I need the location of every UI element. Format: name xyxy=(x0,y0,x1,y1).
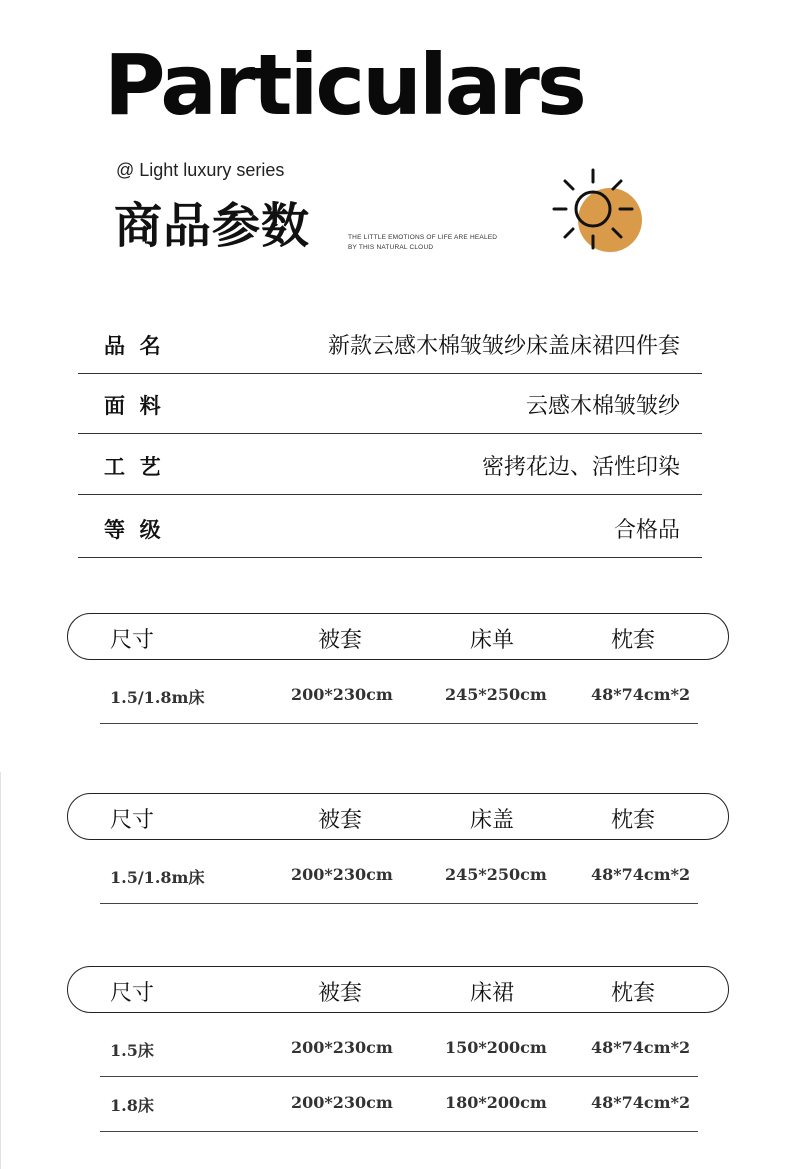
header-cell: 尺寸 xyxy=(110,808,155,833)
table-row xyxy=(100,669,698,724)
tagline-line-1: THE LITTLE EMOTIONS OF LIFE ARE HEALED xyxy=(348,234,498,241)
table-cell: 200*230cm xyxy=(291,865,393,884)
table-cell: 200*230cm xyxy=(291,685,393,704)
header-cell: 枕套 xyxy=(611,808,656,833)
size-table-header xyxy=(67,966,729,1013)
size-table-header xyxy=(67,613,729,660)
product-params-heading: 商品参数 xyxy=(114,198,311,254)
table-cell: 48*74cm*2 xyxy=(591,1038,691,1057)
sun-icon xyxy=(548,165,648,260)
table-cell: 1.5/1.8m床 xyxy=(110,688,205,707)
page-title: Particulars xyxy=(104,36,584,134)
table-cell: 48*74cm*2 xyxy=(591,865,691,884)
header-cell: 被套 xyxy=(318,808,363,833)
header-cell: 尺寸 xyxy=(110,981,155,1006)
attr-row-name xyxy=(78,313,702,374)
table-row xyxy=(100,1022,698,1077)
size-table-header xyxy=(67,793,729,840)
table-cell: 48*74cm*2 xyxy=(591,1093,691,1112)
attr-row-fabric xyxy=(78,373,702,434)
header-cell: 被套 xyxy=(318,981,363,1006)
table-cell: 200*230cm xyxy=(291,1038,393,1057)
header-cell: 枕套 xyxy=(611,981,656,1006)
table-cell: 180*200cm xyxy=(445,1093,547,1112)
series-subtitle: @ Light luxury series xyxy=(116,160,285,180)
table-cell: 150*200cm xyxy=(445,1038,547,1057)
sun-orange-disc xyxy=(578,188,642,252)
attr-value: 云感木棉皱皱纱 xyxy=(525,394,680,419)
tagline xyxy=(348,233,497,253)
header-cell: 被套 xyxy=(318,628,363,653)
attr-label: 品 名 xyxy=(104,334,161,358)
table-cell: 1.8床 xyxy=(110,1096,154,1115)
edge-divider xyxy=(0,772,1,1169)
table-row xyxy=(100,849,698,904)
table-cell: 48*74cm*2 xyxy=(591,685,691,704)
attr-row-grade xyxy=(78,497,702,558)
table-cell: 200*230cm xyxy=(291,1093,393,1112)
table-cell: 1.5/1.8m床 xyxy=(110,868,205,887)
header-cell: 枕套 xyxy=(611,628,656,653)
attr-label: 等 级 xyxy=(104,518,161,542)
attr-value: 新款云感木棉皱皱纱床盖床裙四件套 xyxy=(327,334,680,359)
attr-label: 面 料 xyxy=(104,394,161,418)
table-cell: 245*250cm xyxy=(445,865,547,884)
tagline-line-2: BY THIS NATURAL CLOUD xyxy=(348,244,434,251)
table-row xyxy=(100,1077,698,1132)
table-cell: 245*250cm xyxy=(445,685,547,704)
header-cell: 床盖 xyxy=(470,808,515,833)
attr-value: 合格品 xyxy=(613,518,680,543)
attr-row-craft xyxy=(78,434,702,495)
header-cell: 床裙 xyxy=(470,981,515,1006)
attr-label: 工 艺 xyxy=(104,455,161,479)
attr-value: 密拷花边、活性印染 xyxy=(481,455,680,480)
header-cell: 尺寸 xyxy=(110,628,155,653)
header-cell: 床单 xyxy=(470,628,515,653)
table-cell: 1.5床 xyxy=(110,1041,154,1060)
